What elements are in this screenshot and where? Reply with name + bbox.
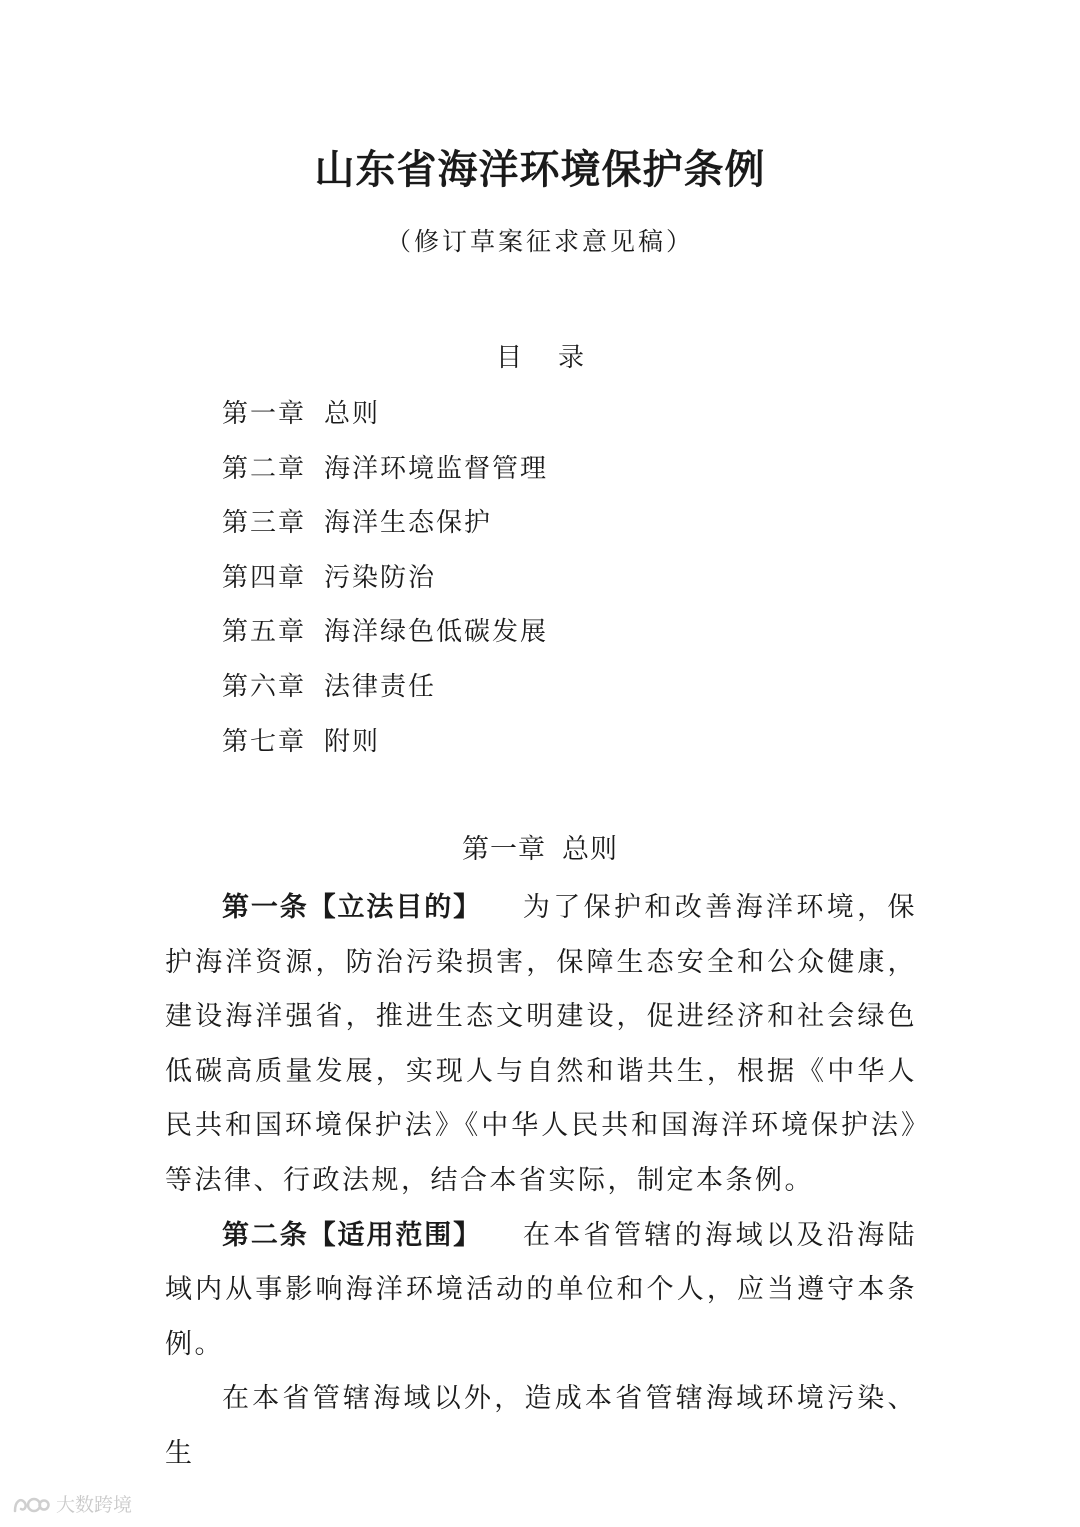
toc-chapter-number: 第七章 bbox=[222, 726, 307, 757]
chapter-number: 第一章 bbox=[462, 834, 546, 865]
article-label: 第二条【适用范围】 bbox=[222, 1219, 482, 1251]
toc-chapter-name: 污染防治 bbox=[324, 562, 437, 593]
document-title: 山东省海洋环境保护条例 bbox=[314, 147, 766, 193]
toc-chapter-number: 第一章 bbox=[222, 399, 307, 429]
article-paragraph bbox=[165, 881, 917, 1209]
toc-chapter-number: 第二章 bbox=[222, 453, 307, 484]
chapter-heading bbox=[0, 828, 1080, 872]
toc-chapter-name: 总则 bbox=[324, 399, 381, 429]
toc-chapter-number: 第四章 bbox=[222, 562, 307, 593]
toc-chapter-name: 海洋绿色低碳发展 bbox=[324, 617, 549, 648]
watermark-logo-icon bbox=[12, 1493, 50, 1515]
toc-item[interactable] bbox=[222, 394, 548, 449]
toc-chapter-name: 海洋生态保护 bbox=[324, 508, 493, 539]
toc-chapter-number: 第三章 bbox=[222, 508, 307, 539]
toc-item[interactable] bbox=[222, 558, 548, 613]
toc-item[interactable] bbox=[222, 612, 548, 667]
toc-heading-right: 录 bbox=[558, 343, 585, 373]
toc-chapter-name: 海洋环境监督管理 bbox=[324, 453, 549, 484]
toc-item[interactable] bbox=[222, 449, 548, 504]
toc-chapter-number: 第五章 bbox=[222, 617, 307, 648]
toc-chapter-name: 法律责任 bbox=[324, 671, 437, 702]
chapter-body bbox=[165, 881, 917, 1482]
toc-item[interactable] bbox=[222, 667, 548, 722]
toc-chapter-number: 第六章 bbox=[222, 671, 307, 702]
continuation-paragraph: 在本省管辖海域以外，造成本省管辖海域环境污染、生 bbox=[165, 1383, 917, 1469]
toc-item[interactable] bbox=[222, 503, 548, 558]
toc-item[interactable] bbox=[222, 722, 548, 777]
article-label: 第一条【立法目的】 bbox=[222, 892, 482, 923]
chapter-name: 总则 bbox=[562, 834, 618, 865]
toc-heading-left: 目 bbox=[495, 343, 522, 373]
article-paragraph bbox=[165, 1209, 917, 1373]
watermark-text: 大数跨境 bbox=[56, 1494, 133, 1516]
article-text: 在本省管辖的海域以及沿海陆域内从事影响海洋环境活动的单位和个人，应当遵守本条例。 bbox=[165, 1219, 918, 1360]
table-of-contents bbox=[222, 394, 548, 776]
watermark bbox=[12, 1490, 132, 1517]
toc-chapter-name: 附则 bbox=[324, 726, 381, 757]
document-subtitle: （修订草案征求意见稿） bbox=[385, 227, 694, 256]
article-text: 为了保护和改善海洋环境，保护海洋资源，防治污染损害，保障生态安全和公众健康，建设海洋强省，推进生态文明建设，促进经济和社会绿色低碳高质量发展，实现人与自然和谐共生，根据《中华人民共和国环境保护法》《中华人民共和国海洋环境保护法》等法律、行政法规，结合本省实际，制定本条例。 bbox=[165, 892, 918, 1196]
toc-heading bbox=[0, 338, 1080, 378]
